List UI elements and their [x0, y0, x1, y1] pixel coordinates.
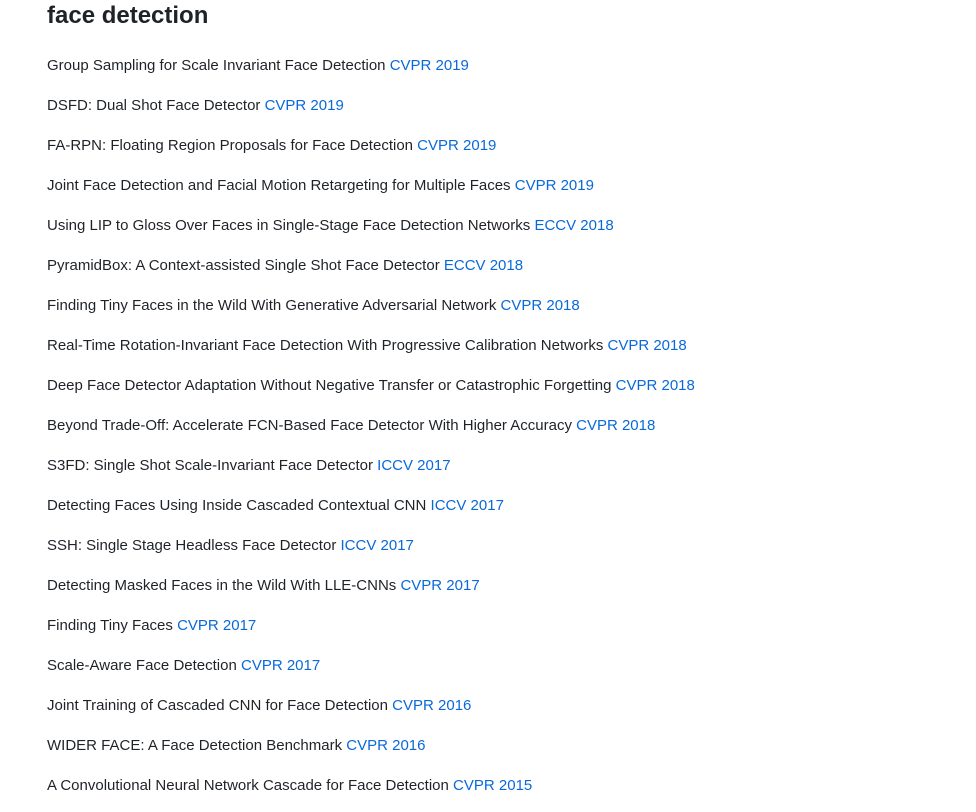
- paper-title: S3FD: Single Shot Scale-Invariant Face Detector: [47, 457, 373, 474]
- paper-title: DSFD: Dual Shot Face Detector: [47, 97, 261, 114]
- paper-title: Joint Face Detection and Facial Motion Retargeting for Multiple Faces: [47, 177, 511, 194]
- paper-list: [47, 52, 695, 812]
- venue-link[interactable]: CVPR 2018: [615, 377, 695, 394]
- paper-title: A Convolutional Neural Network Cascade for Face Detection: [47, 777, 449, 794]
- list-item: [47, 492, 695, 532]
- list-item: [47, 572, 695, 612]
- list-item: [47, 612, 695, 652]
- paper-title: SSH: Single Stage Headless Face Detector: [47, 537, 337, 554]
- list-item: [47, 452, 695, 492]
- venue-link[interactable]: CVPR 2019: [389, 57, 469, 74]
- venue-link[interactable]: ECCV 2018: [534, 217, 614, 234]
- list-item: [47, 92, 695, 132]
- paper-title: Joint Training of Cascaded CNN for Face Detection: [47, 697, 388, 714]
- paper-title: Finding Tiny Faces: [47, 617, 173, 634]
- list-item: [47, 532, 695, 572]
- venue-link[interactable]: CVPR 2016: [346, 737, 426, 754]
- list-item: [47, 652, 695, 692]
- venue-link[interactable]: CVPR 2017: [241, 657, 321, 674]
- venue-link[interactable]: ICCV 2017: [430, 497, 504, 514]
- paper-title: Finding Tiny Faces in the Wild With Generative Adversarial Network: [47, 297, 497, 314]
- paper-title: PyramidBox: A Context-assisted Single Shot Face Detector: [47, 257, 440, 274]
- paper-title: Using LIP to Gloss Over Faces in Single-Stage Face Detection Networks: [47, 217, 531, 234]
- list-item: [47, 732, 695, 772]
- venue-link[interactable]: CVPR 2018: [576, 417, 656, 434]
- venue-link[interactable]: CVPR 2019: [417, 137, 497, 154]
- paper-title: Real-Time Rotation-Invariant Face Detection With Progressive Calibration Networks: [47, 337, 604, 354]
- venue-link[interactable]: CVPR 2017: [177, 617, 257, 634]
- list-item: [47, 132, 695, 172]
- paper-title: FA-RPN: Floating Region Proposals for Face Detection: [47, 137, 413, 154]
- list-item: [47, 692, 695, 732]
- list-item: [47, 172, 695, 212]
- list-item: [47, 772, 695, 812]
- venue-link[interactable]: CVPR 2019: [264, 97, 344, 114]
- paper-title: Detecting Faces Using Inside Cascaded Contextual CNN: [47, 497, 427, 514]
- venue-link[interactable]: ICCV 2017: [377, 457, 451, 474]
- list-item: [47, 252, 695, 292]
- list-item: [47, 52, 695, 92]
- content-area: [47, 0, 956, 794]
- paper-title: Beyond Trade-Off: Accelerate FCN-Based Face Detector With Higher Accuracy: [47, 417, 572, 434]
- venue-link[interactable]: ICCV 2017: [340, 537, 414, 554]
- paper-title: Scale-Aware Face Detection: [47, 657, 237, 674]
- list-item: [47, 212, 695, 252]
- venue-link[interactable]: CVPR 2018: [607, 337, 687, 354]
- list-item: [47, 412, 695, 452]
- venue-link[interactable]: CVPR 2018: [500, 297, 580, 314]
- list-item: [47, 372, 695, 412]
- section-heading: face detection: [47, 2, 209, 29]
- list-item: [47, 332, 695, 372]
- paper-title: Detecting Masked Faces in the Wild With LLE-CNNs: [47, 577, 397, 594]
- paper-title: WIDER FACE: A Face Detection Benchmark: [47, 737, 343, 754]
- venue-link[interactable]: CVPR 2015: [453, 777, 533, 794]
- venue-link[interactable]: CVPR 2017: [400, 577, 480, 594]
- venue-link[interactable]: ECCV 2018: [443, 257, 524, 274]
- paper-title: Deep Face Detector Adaptation Without Negative Transfer or Catastrophic Forgetting: [47, 377, 612, 394]
- venue-link[interactable]: CVPR 2016: [392, 697, 472, 714]
- venue-link[interactable]: CVPR 2019: [514, 177, 594, 194]
- list-item: [47, 292, 695, 332]
- paper-title: Group Sampling for Scale Invariant Face Detection: [47, 57, 386, 74]
